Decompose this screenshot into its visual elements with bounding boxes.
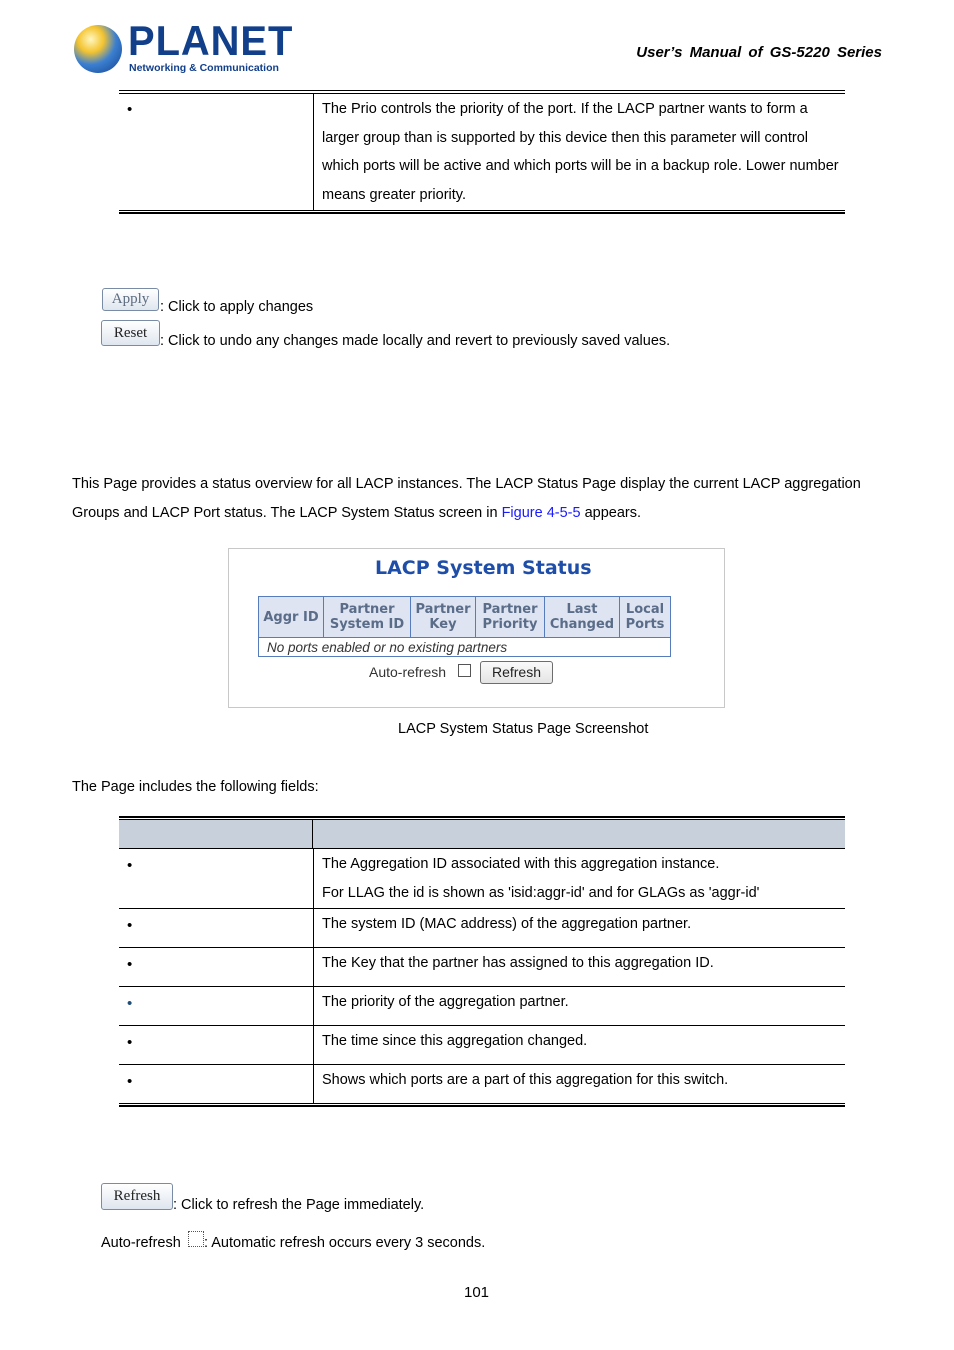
desc-line: larger group than is supported by this device then this parameter will control [322,129,809,146]
desc-line: means greater priority. [322,187,466,204]
col-partner-priority: Partner Priority [476,597,545,638]
lacp-status-table [258,596,671,657]
apply-button[interactable]: Apply [102,288,159,311]
desc-line: which ports will be active and which ports will be in a backup role. Lower number [322,158,839,175]
field-desc-cell [314,94,846,210]
screenshot-refresh-button[interactable]: Refresh [480,661,553,684]
prio-field-table [119,94,845,210]
fields-table-header [119,819,845,849]
intro-text: Groups and LACP Port status. The LACP System Status screen in [72,505,502,521]
bullet: • [127,955,133,973]
col-last-changed: Last Changed [545,597,620,638]
bullet: • [127,994,133,1012]
desc-line: The priority of the aggregation partner. [322,993,569,1010]
field-name-cell [119,986,314,1025]
desc-line: Shows which ports are a part of this aggregation for this switch. [322,1071,729,1088]
desc-line: For LLAG the id is shown as 'isid:aggr-id' and for GLAGs as 'aggr-id' [322,884,760,901]
fields-intro: The Page includes the following fields: [72,779,319,795]
col-partner-key: Partner Key [411,597,476,638]
reset-description: : Click to undo any changes made locally and revert to previously saved values. [160,333,671,349]
field-desc-cell [314,1025,846,1064]
table-row [119,94,845,210]
field-desc-cell [314,947,846,986]
desc-line: The system ID (MAC address) of the aggregation partner. [322,915,692,932]
empty-message: No ports enabled or no existing partners [259,638,671,657]
desc-line: The Prio controls the priority of the port. If the LACP partner wants to form a [322,101,808,117]
table-row [259,638,671,657]
planet-logo-globe-icon [74,25,122,73]
bullet: • [127,101,133,118]
top-table-top-rule [119,90,845,91]
field-desc-cell [314,908,846,947]
bullet: • [127,916,133,934]
field-name-cell [119,908,314,947]
field-name-cell [119,947,314,986]
auto-refresh-label: Auto-refresh [369,664,447,680]
intro-line-2 [72,505,641,521]
field-name-cell [119,849,314,908]
top-table-bottom-rule-2 [119,212,845,214]
field-name-cell [119,1064,314,1103]
table-row [119,908,845,947]
field-name-cell [119,94,314,210]
field-desc-cell [314,1064,846,1103]
intro-line-1: This Page provides a status overview for all LACP instances. The LACP Status Page display the current LACP aggregation [72,476,861,492]
field-desc-cell [314,849,846,908]
col-local-ports: Local Ports [620,597,671,638]
field-name-cell [119,1025,314,1064]
screenshot-title: LACP System Status [375,557,592,579]
desc-line: The Aggregation ID associated with this aggregation instance. [322,856,720,872]
refresh-description: : Click to refresh the Page immediately. [173,1197,425,1213]
table-row [119,1025,845,1064]
bullet: • [127,1033,133,1051]
manual-title: User’s Manual of GS-5220 Series [636,44,882,61]
auto-refresh-checkbox[interactable] [458,664,471,677]
field-desc-cell [314,986,846,1025]
auto-refresh-description: : Automatic refresh occurs every 3 seconds. [204,1235,486,1251]
figure-caption: LACP System Status Page Screenshot [398,721,649,737]
desc-line: The Key that the partner has assigned to this aggregation ID. [322,954,714,971]
auto-refresh-text: Auto-refresh [101,1235,181,1251]
figure-link[interactable]: Figure 4-5-5 [501,505,581,521]
table-row [119,849,845,908]
col-partner-system-id: Partner System ID [324,597,411,638]
bullet: • [127,1072,133,1090]
intro-text: appears. [580,505,642,521]
reset-button[interactable]: Reset [101,320,160,346]
fields-table-bottom-rule [119,1103,845,1104]
top-table-bottom-rule [119,210,845,211]
fields-table [119,849,845,1103]
planet-logo-subtitle: Networking & Communication [129,62,279,74]
page-number: 101 [464,1284,490,1301]
auto-refresh-checkbox-icon[interactable] [188,1231,204,1247]
refresh-button[interactable]: Refresh [101,1183,173,1210]
col-aggr-id: Aggr ID [259,597,324,638]
header-divider [312,820,313,849]
fields-table-bottom-rule-2 [119,1105,845,1107]
bullet: • [127,857,133,874]
planet-logo-word: PLANET [128,17,294,64]
table-header-row [259,597,671,638]
table-row [119,1064,845,1103]
desc-line: The time since this aggregation changed. [322,1032,588,1049]
table-row [119,947,845,986]
fields-table-top-rule [119,816,845,818]
table-row [119,986,845,1025]
apply-description: : Click to apply changes [160,299,314,315]
